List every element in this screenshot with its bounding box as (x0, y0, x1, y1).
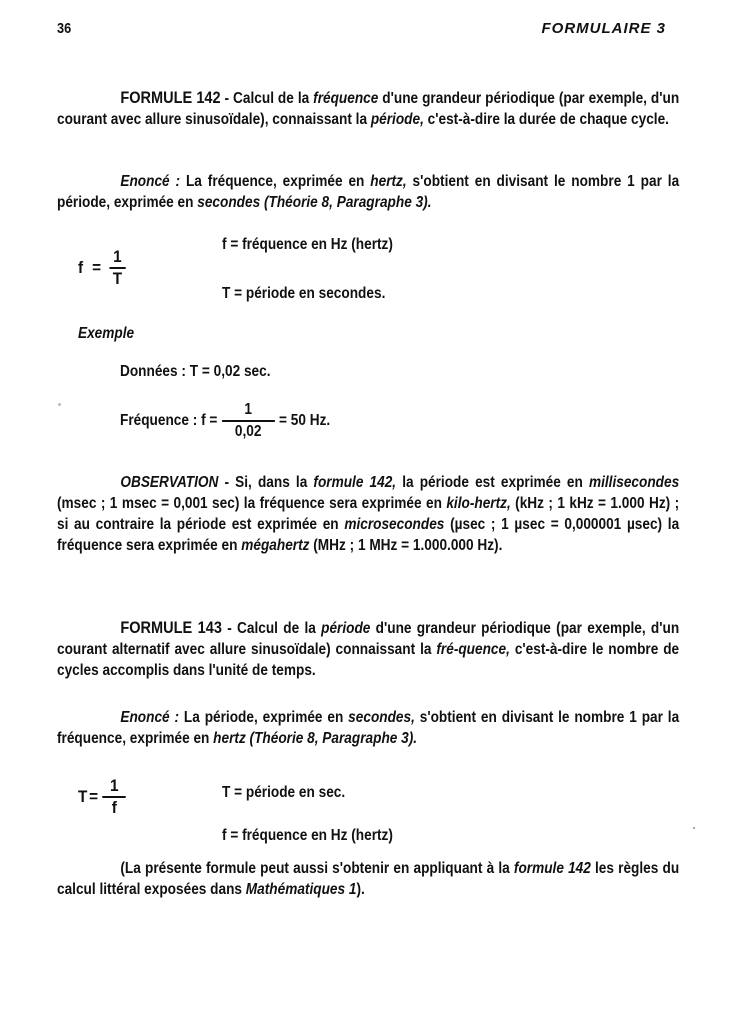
fraction: $\frac{1}{f}$ (103, 776, 126, 818)
formule-142-enonce: Enoncé : La fréquence, exprimée en hertz, s'obtient en divisant le nombre 1 par la période, exprimée en secondes (Théorie 8, Paragraphe 3). (57, 173, 680, 211)
enonce-label: Enoncé : (120, 173, 181, 190)
definition-t: T = période en secondes. (222, 285, 386, 302)
formula-t-equals-1-over-f: T = $\frac{1}{f}$ (78, 776, 129, 818)
definition-f: f = fréquence en Hz (hertz) (222, 236, 393, 253)
formule-143-note: (La présente formule peut aussi s'obtenir en appliquant à la formule 142 les règles du calcul littéral exposées dans Mathématiques 1). (57, 860, 680, 898)
scan-speck (693, 827, 695, 829)
formule-143-intro: FORMULE 143 - Calcul de la période d'une grandeur périodique (par exemple, d'un courant alternatif avec allure sinusoïdale) connaissant la fré-quence, c'est-à-dire le nombre de cycles accomplis dans l'unité de temps. (57, 619, 680, 679)
fraction: $\frac{1}{T}$ (109, 247, 126, 289)
page-number: 36 (57, 20, 72, 37)
enonce-label: Enoncé : (120, 709, 180, 726)
formule-142-label: FORMULE 142 (120, 89, 221, 107)
formule-143-enonce: Enoncé : La période, exprimée en secondes, s'obtient en divisant le nombre 1 par la fréquence, exprimée en hertz (Théorie 8, Paragraphe 3). (57, 709, 680, 747)
exemple-heading: Exemple (78, 325, 135, 342)
formule-142-intro: FORMULE 142 - Calcul de la fréquence d'une grandeur périodique (par exemple, d'un courant avec allure sinusoïdale), connaissant la période, c'est-à-dire la durée de chaque cycle. (57, 89, 680, 128)
observation-paragraph: OBSERVATION - Si, dans la formule 142, la période est exprimée en millisecondes (msec ; 1 msec = 0,001 sec) la fréquence sera exprimée en kilo-hertz, (kHz ; 1 kHz = 1.000 Hz) ; si au contraire la période est exprimée en microsecondes (µsec ; 1 µsec = 0,000001 µsec) la fréquence sera exprimée en mégahertz (MHz ; 1 MHz = 1.000.000 Hz). (57, 474, 680, 554)
definition-t: T = période en sec. (222, 784, 346, 801)
formule-143-label: FORMULE 143 (120, 619, 222, 637)
observation-label: OBSERVATION (120, 474, 219, 491)
scan-speck (58, 403, 61, 406)
formula-f-equals-1-over-t: f = $\frac{1}{T}$ (78, 247, 128, 289)
exemple-donnees: Données : T = 0,02 sec. (120, 363, 271, 380)
fraction: $\frac{1}{0,02}$ (222, 400, 275, 442)
running-title: FORMULAIRE 3 (541, 20, 666, 37)
exemple-frequence: Fréquence : f = $\frac{1}{0,02}$ = 50 Hz. (120, 401, 331, 440)
definition-f: f = fréquence en Hz (hertz) (222, 827, 393, 844)
